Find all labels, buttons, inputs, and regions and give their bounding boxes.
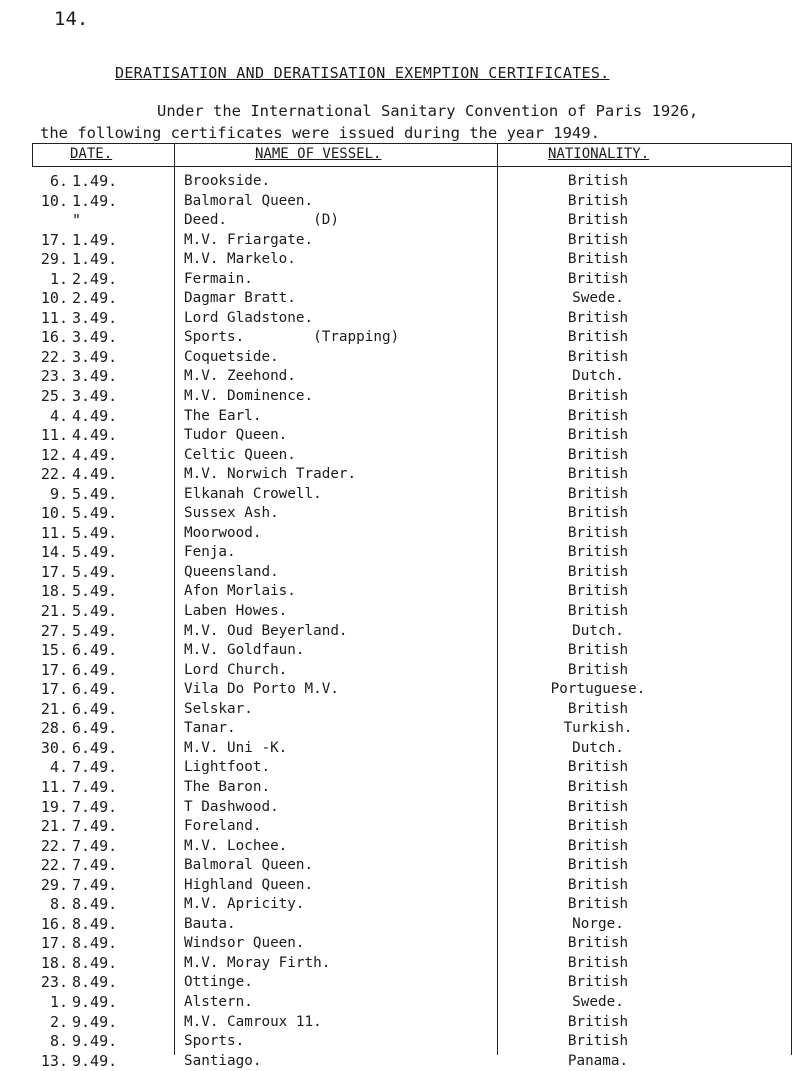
vessel-name-cell: Foreland. (184, 818, 262, 835)
intro-paragraph (40, 100, 698, 144)
table-row (0, 231, 800, 251)
date-day-cell: 11. (40, 523, 68, 542)
date-month-cell: 1.49. (72, 250, 118, 269)
date-day-cell: 18. (40, 953, 68, 972)
nationality-cell: Portuguese. (550, 681, 646, 698)
vessel-name-cell: Tanar. (184, 720, 236, 737)
date-day-cell: 30. (40, 738, 68, 757)
nationality-cell: British (567, 661, 629, 678)
nationality-cell: British (567, 524, 629, 541)
table-row (0, 602, 800, 622)
vessel-name-cell: Windsor Queen. (184, 935, 305, 952)
date-day-cell: 4. (49, 406, 68, 425)
vessel-name-cell: Lord Gladstone. (184, 309, 314, 326)
nationality-cell: Panama. (567, 1052, 629, 1069)
date-month-cell: 1.49. (72, 191, 118, 210)
date-day-cell: 9. (49, 484, 68, 503)
vessel-name-cell: Celtic Queen. (184, 446, 296, 463)
date-month-cell: 5.49. (72, 621, 118, 640)
table-row (0, 387, 800, 407)
date-day-cell: 22. (40, 347, 68, 366)
date-day-cell: 27. (40, 621, 68, 640)
nationality-cell: British (567, 212, 629, 229)
vessel-name-cell: Sports. (Trapping) (184, 329, 400, 346)
date-day-cell: 23. (40, 367, 68, 386)
date-month-cell: 8.49. (72, 934, 118, 953)
nationality-cell: Dutch. (572, 739, 624, 756)
table-row (0, 641, 800, 661)
date-day-cell: 23. (40, 973, 68, 992)
nationality-cell: British (567, 700, 629, 717)
table-row (0, 1013, 800, 1033)
table-row (0, 172, 800, 192)
nationality-cell: British (567, 935, 629, 952)
nationality-cell: British (567, 544, 629, 561)
vessel-name-cell: Dagmar Bratt. (184, 290, 296, 307)
date-month-cell: 6.49. (72, 641, 118, 660)
date-month-cell: 8.49. (72, 895, 118, 914)
table-row (0, 446, 800, 466)
nationality-cell: British (567, 759, 629, 776)
nationality-cell: British (567, 251, 629, 268)
vessel-name-cell: Selskar. (184, 700, 253, 717)
date-month-cell: 4.49. (72, 426, 118, 445)
date-day-cell: 12. (40, 445, 68, 464)
table-row (0, 524, 800, 544)
date-month-cell: 4.49. (72, 465, 118, 484)
vessel-name-cell: Tudor Queen. (184, 427, 288, 444)
nationality-cell: Swede. (572, 993, 624, 1010)
table-row (0, 798, 800, 818)
table-row (0, 934, 800, 954)
vessel-name-cell: M.V. Markelo. (184, 251, 296, 268)
vessel-name-cell: Lord Church. (184, 661, 288, 678)
date-day-cell: 28. (40, 719, 68, 738)
vessel-name-cell: Laben Howes. (184, 603, 288, 620)
table-row (0, 192, 800, 212)
vessel-name-cell: Santiago. (184, 1052, 262, 1069)
vessel-name-cell: Balmoral Queen. (184, 857, 314, 874)
date-day-cell: 29. (40, 875, 68, 894)
date-day-cell: 25. (40, 387, 68, 406)
vessel-name-cell: Lightfoot. (184, 759, 271, 776)
nationality-cell: Dutch. (572, 368, 624, 385)
date-month-cell: 5.49. (72, 523, 118, 542)
nationality-cell: British (567, 485, 629, 502)
table-row (0, 817, 800, 837)
date-day-cell: 29. (40, 250, 68, 269)
vessel-name-cell: Ottinge. (184, 974, 253, 991)
date-month-cell: 4.49. (72, 445, 118, 464)
nationality-cell: British (567, 583, 629, 600)
table-top-rule (32, 143, 792, 144)
vessel-name-cell: M.V. Uni -K. (184, 739, 288, 756)
date-month-cell: 5.49. (72, 582, 118, 601)
table-row (0, 328, 800, 348)
vessel-name-cell: Moorwood. (184, 524, 262, 541)
table-row (0, 876, 800, 896)
date-day-cell: 2. (49, 1012, 68, 1031)
date-day-cell: 13. (40, 1051, 68, 1070)
vessel-name-cell: The Earl. (184, 407, 262, 424)
table-row (0, 973, 800, 993)
nationality-cell: British (567, 837, 629, 854)
nationality-cell: British (567, 563, 629, 580)
date-month-cell: 3.49. (72, 387, 118, 406)
date-month-cell: 6.49. (72, 719, 118, 738)
nationality-cell: Dutch. (572, 622, 624, 639)
table-left-border (32, 143, 33, 167)
date-day-cell: 16. (40, 328, 68, 347)
date-month-cell: 5.49. (72, 543, 118, 562)
vessel-name-cell: M.V. Apricity. (184, 896, 305, 913)
table-row (0, 309, 800, 329)
table-row (0, 563, 800, 583)
table-row (0, 1052, 800, 1071)
header-nationality: NATIONALITY. (548, 146, 650, 162)
nationality-cell: British (567, 192, 629, 209)
nationality-cell: Turkish. (563, 720, 633, 737)
table-row (0, 348, 800, 368)
nationality-cell: British (567, 818, 629, 835)
vessel-name-cell: M.V. Oud Beyerland. (184, 622, 348, 639)
vessel-name-cell: Bauta. (184, 915, 236, 932)
table-row (0, 367, 800, 387)
vessel-name-cell: M.V. Goldfaun. (184, 642, 305, 659)
date-day-cell: 10. (40, 504, 68, 523)
date-month-cell: 7.49. (72, 817, 118, 836)
page-number: 14. (54, 8, 89, 30)
vessel-name-cell: M.V. Friargate. (184, 231, 314, 248)
document-title: DERATISATION AND DERATISATION EXEMPTION CERTIFICATES. (115, 64, 610, 82)
table-row (0, 465, 800, 485)
date-day-cell: 6. (49, 172, 68, 190)
date-day-cell: 21. (40, 817, 68, 836)
vessel-name-cell: Elkanah Crowell. (184, 485, 322, 502)
date-day-cell: 10. (40, 289, 68, 308)
date-month-cell: 9.49. (72, 992, 118, 1011)
nationality-cell: British (567, 270, 629, 287)
table-row (0, 1032, 800, 1052)
nationality-cell: British (567, 466, 629, 483)
table-row (0, 739, 800, 759)
table-row (0, 250, 800, 270)
table-row (0, 543, 800, 563)
date-day-cell: 10. (40, 191, 68, 210)
intro-line-1: Under the International Sanitary Convention of Paris 1926, (157, 102, 699, 120)
vessel-name-cell: M.V. Moray Firth. (184, 954, 331, 971)
date-month-cell: 7.49. (72, 777, 118, 796)
table-row (0, 289, 800, 309)
vessel-name-cell: Coquetside. (184, 348, 279, 365)
date-month-cell: 4.49. (72, 406, 118, 425)
nationality-cell: British (567, 329, 629, 346)
vessel-name-cell: M.V. Zeehond. (184, 368, 296, 385)
table-header-rule (32, 166, 792, 167)
nationality-cell: British (567, 1033, 629, 1050)
date-day-cell: 17. (40, 562, 68, 581)
table-row (0, 504, 800, 524)
date-month-cell: 3.49. (72, 328, 118, 347)
date-month-cell: 6.49. (72, 699, 118, 718)
nationality-cell: British (567, 778, 629, 795)
table-row (0, 680, 800, 700)
date-month-cell: 7.49. (72, 836, 118, 855)
date-month-cell: 7.49. (72, 797, 118, 816)
date-month-cell: 5.49. (72, 484, 118, 503)
nationality-cell: British (567, 309, 629, 326)
date-month-cell: 5.49. (72, 562, 118, 581)
date-month-cell: 6.49. (72, 660, 118, 679)
nationality-cell: British (567, 954, 629, 971)
header-date: DATE. (70, 146, 113, 162)
date-month-cell: 5.49. (72, 504, 118, 523)
date-day-cell: 1. (49, 269, 68, 288)
nationality-cell: British (567, 896, 629, 913)
date-day-cell: 4. (49, 758, 68, 777)
table-row (0, 895, 800, 915)
date-month-cell: 2.49. (72, 289, 118, 308)
vessel-name-cell: M.V. Lochee. (184, 837, 288, 854)
date-day-cell: 22. (40, 836, 68, 855)
table-row (0, 837, 800, 857)
vessel-name-cell: Sussex Ash. (184, 505, 279, 522)
date-month-cell: 1.49. (72, 172, 118, 190)
vessel-name-cell: T Dashwood. (184, 798, 279, 815)
table-row (0, 426, 800, 446)
vessel-name-cell: Vila Do Porto M.V. (184, 681, 339, 698)
vessel-name-cell: Deed. (D) (184, 212, 339, 229)
nationality-cell: British (567, 603, 629, 620)
date-month-cell: 3.49. (72, 367, 118, 386)
header-vessel: NAME OF VESSEL. (255, 146, 382, 162)
nationality-cell: British (567, 857, 629, 874)
date-day-cell: 16. (40, 914, 68, 933)
table-row (0, 856, 800, 876)
date-day-cell: 8. (49, 1032, 68, 1051)
table-row (0, 700, 800, 720)
date-month-cell: " (72, 211, 82, 230)
date-day-cell: 18. (40, 582, 68, 601)
vessel-name-cell: Afon Morlais. (184, 583, 296, 600)
date-day-cell: 19. (40, 797, 68, 816)
vessel-name-cell: The Baron. (184, 778, 271, 795)
table-row (0, 758, 800, 778)
table-row (0, 778, 800, 798)
table-row (0, 661, 800, 681)
date-day-cell: 11. (40, 308, 68, 327)
table-row (0, 993, 800, 1013)
nationality-cell: Swede. (572, 290, 624, 307)
vessel-name-cell: M.V. Norwich Trader. (184, 466, 357, 483)
vessel-name-cell: Fermain. (184, 270, 253, 287)
date-day-cell: 17. (40, 660, 68, 679)
vessel-name-cell: Queensland. (184, 563, 279, 580)
vessel-name-cell: Sports. (184, 1033, 245, 1050)
date-month-cell: 5.49. (72, 602, 118, 621)
date-month-cell: 9.49. (72, 1012, 118, 1031)
table-row (0, 270, 800, 290)
table-row (0, 915, 800, 935)
nationality-cell: British (567, 446, 629, 463)
date-month-cell: 3.49. (72, 347, 118, 366)
date-day-cell: 15. (40, 641, 68, 660)
table-body (0, 172, 800, 1071)
date-month-cell: 9.49. (72, 1032, 118, 1051)
date-month-cell: 8.49. (72, 973, 118, 992)
nationality-cell: Norge. (572, 915, 624, 932)
nationality-cell: British (567, 1013, 629, 1030)
table-row (0, 719, 800, 739)
vessel-name-cell: M.V. Camroux 11. (184, 1013, 322, 1030)
date-day-cell: 14. (40, 543, 68, 562)
nationality-cell: British (567, 505, 629, 522)
intro-line-2: the following certificates were issued during the year 1949. (40, 124, 600, 142)
date-day-cell: 21. (40, 602, 68, 621)
nationality-cell: British (567, 642, 629, 659)
date-day-cell: 22. (40, 465, 68, 484)
nationality-cell: British (567, 876, 629, 893)
date-day-cell: 1. (49, 992, 68, 1011)
table-row (0, 954, 800, 974)
vessel-name-cell: Alstern. (184, 993, 253, 1010)
nationality-cell: British (567, 798, 629, 815)
date-day-cell: 11. (40, 777, 68, 796)
date-day-cell: 11. (40, 426, 68, 445)
date-month-cell: 2.49. (72, 269, 118, 288)
date-day-cell: 17. (40, 680, 68, 699)
table-row (0, 622, 800, 642)
date-month-cell: 8.49. (72, 953, 118, 972)
nationality-cell: British (567, 173, 629, 189)
date-day-cell: 8. (49, 895, 68, 914)
nationality-cell: British (567, 348, 629, 365)
date-month-cell: 7.49. (72, 856, 118, 875)
nationality-cell: British (567, 974, 629, 991)
date-month-cell: 7.49. (72, 758, 118, 777)
vessel-name-cell: Balmoral Queen. (184, 192, 314, 209)
vessel-name-cell: Fenja. (184, 544, 236, 561)
vessel-name-cell: Highland Queen. (184, 876, 314, 893)
nationality-cell: British (567, 407, 629, 424)
nationality-cell: British (567, 388, 629, 405)
date-day-cell: 22. (40, 856, 68, 875)
date-day-cell: 17. (40, 230, 68, 249)
nationality-cell: British (567, 231, 629, 248)
table-row (0, 582, 800, 602)
nationality-cell: British (567, 427, 629, 444)
date-day-cell: 21. (40, 699, 68, 718)
date-month-cell: 1.49. (72, 230, 118, 249)
date-month-cell: 9.49. (72, 1051, 118, 1070)
table-row (0, 485, 800, 505)
date-day-cell: 17. (40, 934, 68, 953)
date-month-cell: 6.49. (72, 680, 118, 699)
date-month-cell: 8.49. (72, 914, 118, 933)
table-row (0, 407, 800, 427)
vessel-name-cell: M.V. Dominence. (184, 388, 314, 405)
vessel-name-cell: Brookside. (184, 173, 271, 189)
date-month-cell: 6.49. (72, 738, 118, 757)
table-row (0, 211, 800, 231)
date-month-cell: 3.49. (72, 308, 118, 327)
date-month-cell: 7.49. (72, 875, 118, 894)
